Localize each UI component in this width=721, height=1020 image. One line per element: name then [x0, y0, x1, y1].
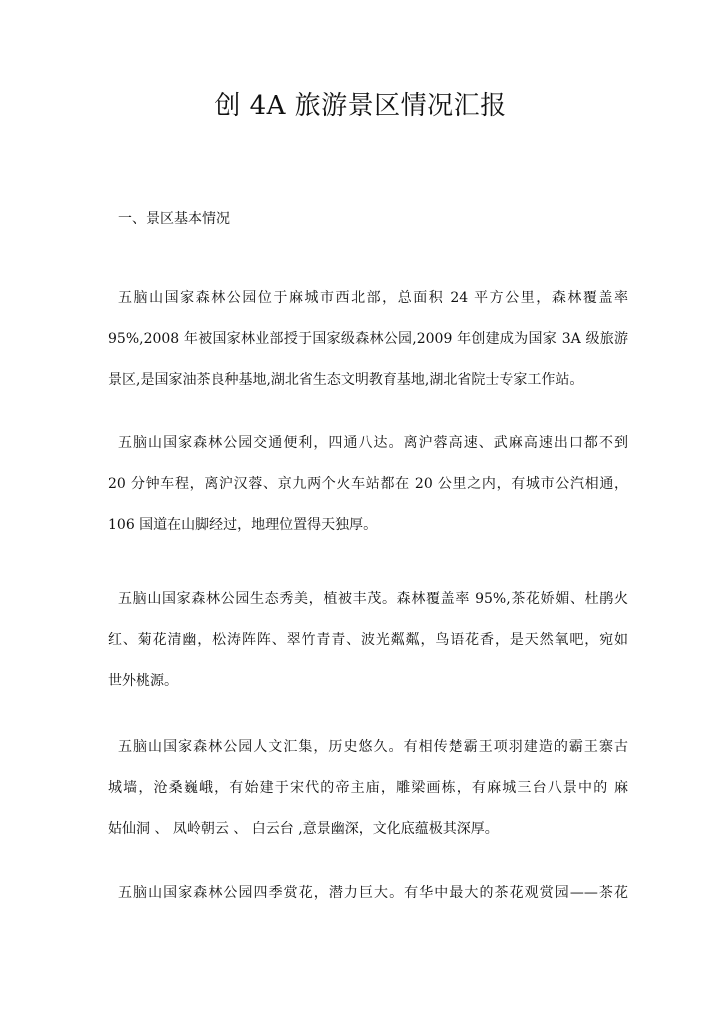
paragraph-line: 城墙，沧桑巍峨，有始建于宋代的帝主庙，雕梁画栋，有麻城三台八景中的 麻	[108, 780, 628, 796]
paragraph-flowers	[108, 880, 628, 906]
paragraph-line: 95%,2008 年被国家林业部授于国家级森林公园,2009 年创建成为国家 3A 级旅游	[108, 331, 628, 347]
document-title: 创 4A 旅游景区情况汇报	[214, 91, 507, 121]
paragraph-ecology	[108, 586, 628, 694]
paragraph-transport	[108, 430, 628, 538]
paragraph-line: 五脑山国家森林公园人文汇集，历史悠久。有相传楚霸王项羽建造的霸王寨古	[118, 739, 628, 755]
paragraph-line: 五脑山国家森林公园生态秀美，植被丰茂。森林覆盖率 95%,茶花娇媚、杜鹃火	[118, 591, 628, 607]
paragraph-line: 五脑山国家森林公园四季赏花，潜力巨大。有华中最大的茶花观赏园——茶花	[118, 885, 628, 901]
paragraph-line: 106 国道在山脚经过，地理位置得天独厚。	[108, 517, 378, 533]
paragraph-line: 五脑山国家森林公园位于麻城市西北部，总面积 24 平方公里，森林覆盖率	[118, 290, 628, 306]
paragraph-line: 世外桃源。	[108, 673, 178, 689]
section-heading: 一、景区基本情况	[118, 211, 230, 227]
paragraph-location	[108, 285, 628, 393]
paragraph-line: 红、菊花清幽，松涛阵阵、翠竹青青、波光粼粼，鸟语花香，是天然氧吧，宛如	[108, 632, 628, 648]
paragraph-culture	[108, 734, 628, 842]
paragraph-line: 20 分钟车程，离沪汉蓉、京九两个火车站都在 20 公里之内，有城市公汽相通，	[108, 476, 628, 492]
paragraph-line: 姑仙洞 、 凤岭朝云 、 白云台 ,意景幽深，文化底蕴极其深厚。	[108, 821, 499, 837]
paragraph-line: 五脑山国家森林公园交通便利，四通八达。离沪蓉高速、武麻高速出口都不到	[118, 435, 628, 451]
paragraph-line: 景区,是国家油茶良种基地,湖北省生态文明教育基地,湖北省院士专家工作站。	[108, 372, 584, 388]
